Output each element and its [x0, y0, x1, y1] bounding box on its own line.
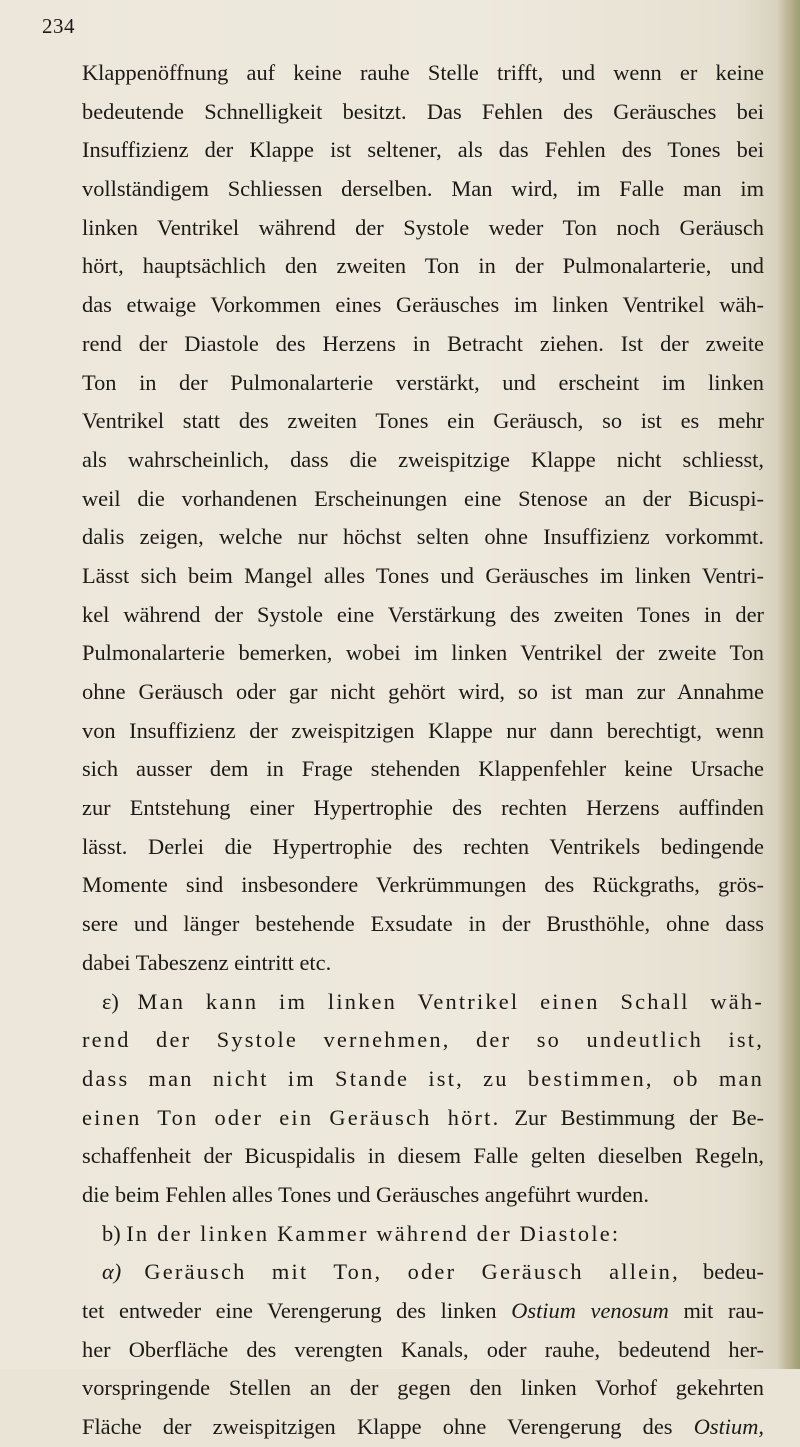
epsilon-line-6: die beim Fehlen alles Tones und Geräusches angeführt wurden.	[82, 1181, 649, 1207]
text-line-15: kel während der Systole eine Verstärkung des zweiten Tones in der	[82, 601, 764, 627]
text-line-12: weil die vorhandenen Erscheinungen eine Stenose an der Bicuspi-	[82, 485, 764, 511]
alpha-text-2a: tet entweder eine Verengerung des linken	[82, 1298, 512, 1323]
text-line-20: zur Entstehung einer Hypertrophie des rechten Herzens auffinden	[82, 795, 764, 821]
body-text	[82, 54, 764, 1447]
epsilon-line-2	[82, 1021, 764, 1060]
text-line-13: dalis zeigen, welche nur höchst selten ohne Insuffizienz vorkommt.	[82, 524, 764, 550]
text-line-21: lässt. Derlei die Hypertrophie des rechten Ventrikels bedingende	[82, 833, 764, 859]
text-line-7: das etwaige Vorkommen eines Geräusches im linken Ventrikel wäh-	[82, 292, 764, 318]
alpha-line-3: her Oberfläche des verengten Kanals, oder rauhe, bedeutend her-	[82, 1336, 764, 1362]
text-line-17: ohne Geräusch oder gar nicht gehört wird, so ist man zur Annahme	[82, 679, 764, 704]
section-b-spaced: In der linken Kammer während der Diastole:	[126, 1220, 621, 1246]
section-b-marker: b)	[102, 1220, 121, 1246]
epsilon-line-1	[82, 983, 764, 1022]
alpha-line-1	[82, 1253, 764, 1292]
epsilon-text-4: Zur Bestimmung der Be-	[500, 1104, 764, 1130]
epsilon-line-5: schaffenheit der Bicuspidalis in diesem Falle gelten dieselben Regeln,	[82, 1143, 764, 1169]
alpha-text-2b: mit rau-	[668, 1298, 764, 1323]
text-line-14: Lässt sich beim Mangel alles Tones und Geräusches im linken Ventri-	[82, 562, 764, 588]
text-line-4: vollständigem Schliessen derselben. Man wird, im Falle man im	[82, 176, 764, 202]
alpha-line-4: vorspringende Stellen an der gegen den linken Vorhof gekehrten	[82, 1375, 764, 1401]
epsilon-marker: ε)	[102, 988, 119, 1014]
text-line-2: bedeutende Schnelligkeit besitzt. Das Fehlen des Geräusches bei	[82, 98, 764, 124]
alpha-line-2	[82, 1292, 764, 1331]
text-line-5: linken Ventrikel während der Systole weder Ton noch Geräusch	[82, 214, 764, 240]
text-line-18: von Insuffizienz der zweispitzigen Klappe nur dann berechtigt, wenn	[82, 717, 764, 743]
ostium-venosum-italic: Ostium venosum	[511, 1298, 669, 1323]
epsilon-line-4	[82, 1099, 764, 1138]
text-line-24: dabei Tabeszenz eintritt etc.	[82, 949, 332, 975]
epsilon-line-3	[82, 1060, 764, 1099]
page-edge-shadow	[778, 0, 800, 1369]
page-number: 234	[42, 14, 75, 38]
text-line-16: Pulmonalarterie bemerken, wobei im linken Ventrikel der zweite Ton	[82, 640, 764, 666]
alpha-text-1: bedeu-	[679, 1259, 764, 1285]
alpha-line-5	[82, 1408, 764, 1447]
text-line-8: rend der Diastole des Herzens in Betracht ziehen. Ist der zweite	[82, 330, 764, 356]
alpha-marker: α)	[102, 1259, 122, 1285]
text-line-11: als wahrscheinlich, dass die zweispitzige Klappe nicht schliesst,	[82, 446, 764, 472]
text-line-22: Momente sind insbesondere Verkrümmungen des Rückgraths, grös-	[82, 872, 764, 898]
epsilon-spaced-2: rend der Systole vernehmen, der so undeutlich ist,	[82, 1027, 764, 1053]
epsilon-spaced-3: dass man nicht im Stande ist, zu bestimmen, ob man	[82, 1065, 764, 1091]
alpha-spaced: Geräusch mit Ton, oder Geräusch allein,	[144, 1259, 680, 1285]
text-line-9: Ton in der Pulmonalarterie verstärkt, und erscheint im linken	[82, 369, 764, 395]
text-line-19: sich ausser dem in Frage stehenden Klappenfehler keine Ursache	[82, 756, 764, 782]
epsilon-spaced-1: Man kann im linken Ventrikel einen Schall wäh-	[137, 988, 764, 1014]
text-line-3: Insuffizienz der Klappe ist seltener, als das Fehlen des Tones bei	[82, 137, 764, 163]
epsilon-spaced-4: einen Ton oder ein Geräusch hört.	[82, 1104, 501, 1130]
alpha-text-5a: Fläche der zweispitzigen Klappe ohne Verengerung des	[82, 1414, 694, 1440]
section-b-heading	[82, 1215, 764, 1254]
text-line-1: Klappenöffnung auf keine rauhe Stelle trifft, und wenn er keine	[82, 60, 764, 85]
text-line-23: sere und länger bestehende Exsudate in der Brusthöhle, ohne dass	[82, 911, 764, 937]
ostium-italic: Ostium,	[693, 1414, 764, 1440]
text-line-6: hört, hauptsächlich den zweiten Ton in der Pulmonalarterie, und	[82, 253, 764, 279]
text-line-10: Ventrikel statt des zweiten Tones ein Geräusch, so ist es mehr	[82, 408, 764, 434]
